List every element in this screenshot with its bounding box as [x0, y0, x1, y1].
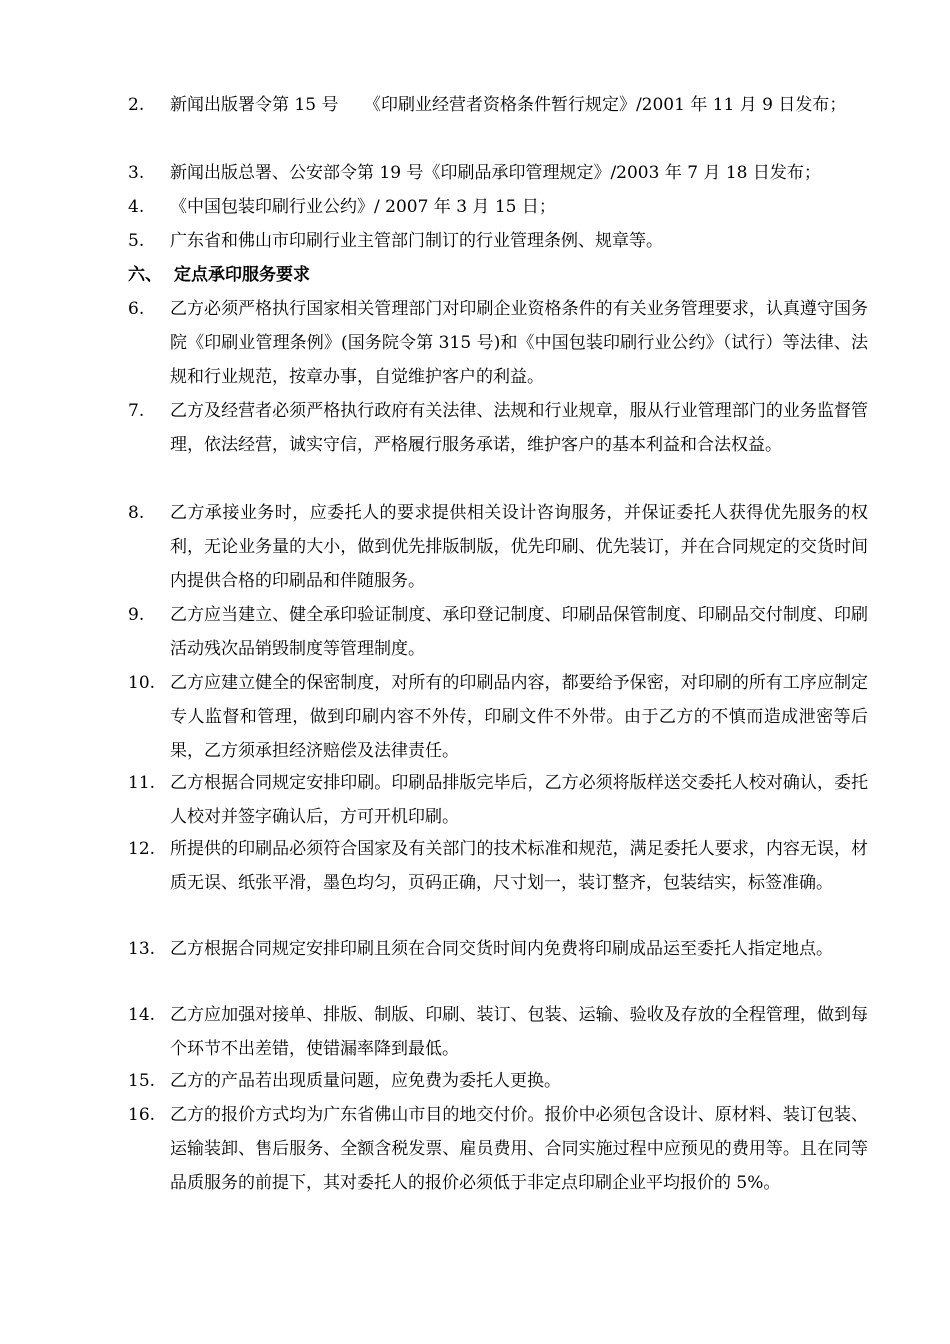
item-number: 4.	[128, 197, 145, 217]
item-text: 乙方根据合同规定安排印刷且须在合同交货时间内免费将印刷成品运至委托人指定地点。	[170, 939, 833, 959]
list-item	[128, 666, 868, 768]
item-text: 乙方及经营者必须严格执行政府有关法律、法规和行业规章，服从行业管理部门的业务监督管理，依法经营，诚实守信，严格履行服务承诺，维护客户的基本利益和合法权益。	[170, 401, 868, 455]
item-number: 12.	[128, 839, 156, 859]
item-text: 乙方承接业务时，应委托人的要求提供相关设计咨询服务，并保证委托人获得优先服务的权利，无论业务量的大小，做到优先排版制版，优先印刷、优先装订，并在合同规定的交货时间内提供合格的印刷品和伴随服务。	[170, 503, 868, 591]
item-number: 2.	[128, 95, 145, 115]
list-item	[128, 1098, 868, 1200]
item-number: 7.	[128, 401, 145, 421]
section-number: 六、	[128, 265, 162, 285]
item-number: 16.	[128, 1105, 156, 1125]
item-text: 乙方应建立健全的保密制度，对所有的印刷品内容，都要给予保密，对印刷的所有工序应制定专人监督和管理，做到印刷内容不外传，印刷文件不外带。由于乙方的不慎而造成泄密等后果，乙方须承担经济赔偿及法律责任。	[170, 673, 868, 761]
item-number: 5.	[128, 231, 145, 251]
list-item	[128, 496, 868, 598]
list-item	[128, 998, 868, 1066]
section-heading	[128, 258, 868, 292]
item-number: 10.	[128, 673, 156, 693]
list-item	[128, 190, 868, 224]
list-item	[128, 832, 868, 900]
list-item	[128, 766, 868, 834]
item-text: 乙方必须严格执行国家相关管理部门对印刷企业资格条件的有关业务管理要求，认真遵守国务院《印刷业管理条例》(国务院令第 315 号)和《中国包装印刷行业公约》（试行）等法律、法规和行业规范，按章办事，自觉维护客户的利益。	[170, 299, 868, 387]
list-item	[128, 394, 868, 462]
item-number: 13.	[128, 939, 156, 959]
section-title: 定点承印服务要求	[174, 265, 310, 285]
list-item	[128, 1064, 868, 1098]
item-text: 乙方应当建立、健全承印验证制度、承印登记制度、印刷品保管制度、印刷品交付制度、印刷活动残次品销毁制度等管理制度。	[170, 605, 868, 659]
item-text: 《中国包装印刷行业公约》/ 2007 年 3 月 15 日；	[170, 197, 556, 217]
item-number: 11.	[128, 773, 156, 793]
item-text: 乙方的产品若出现质量问题，应免费为委托人更换。	[170, 1071, 561, 1091]
item-text: 新闻出版总署、公安部令第 19 号《印刷品承印管理规定》/2003 年 7 月 18 日发布；	[170, 163, 821, 183]
item-text: 乙方的报价方式均为广东省佛山市目的地交付价。报价中必须包含设计、原材料、装订包装、运输装卸、售后服务、全额含税发票、雇员费用、合同实施过程中应预见的费用等。且在同等品质服务的前提下，其对委托人的报价必须低于非定点印刷企业平均报价的 5%。	[170, 1105, 868, 1193]
list-item	[128, 292, 868, 394]
list-item	[128, 156, 868, 190]
item-number: 3.	[128, 163, 145, 183]
list-item	[128, 88, 868, 122]
item-text: 新闻出版署令第 15 号 《印刷业经营者资格条件暂行规定》/2001 年 11 月 9 日发布；	[170, 95, 847, 115]
item-number: 8.	[128, 503, 145, 523]
item-text: 所提供的印刷品必须符合国家及有关部门的技术标准和规范，满足委托人要求，内容无误，材质无误、纸张平滑，墨色均匀，页码正确，尺寸划一，装订整齐，包装结实，标签准确。	[170, 839, 868, 893]
item-text: 乙方应加强对接单、排版、制版、印刷、装订、包装、运输、验收及存放的全程管理，做到每个环节不出差错，使错漏率降到最低。	[170, 1005, 868, 1059]
item-number: 6.	[128, 299, 145, 319]
list-item	[128, 598, 868, 666]
list-item	[128, 932, 868, 966]
item-number: 9.	[128, 605, 145, 625]
item-text: 广东省和佛山市印刷行业主管部门制订的行业管理条例、规章等。	[170, 231, 663, 251]
item-number: 14.	[128, 1005, 156, 1025]
list-item	[128, 224, 868, 258]
item-number: 15.	[128, 1071, 156, 1091]
item-text: 乙方根据合同规定安排印刷。印刷品排版完毕后，乙方必须将版样送交委托人校对确认，委托人校对并签字确认后，方可开机印刷。	[170, 773, 868, 827]
